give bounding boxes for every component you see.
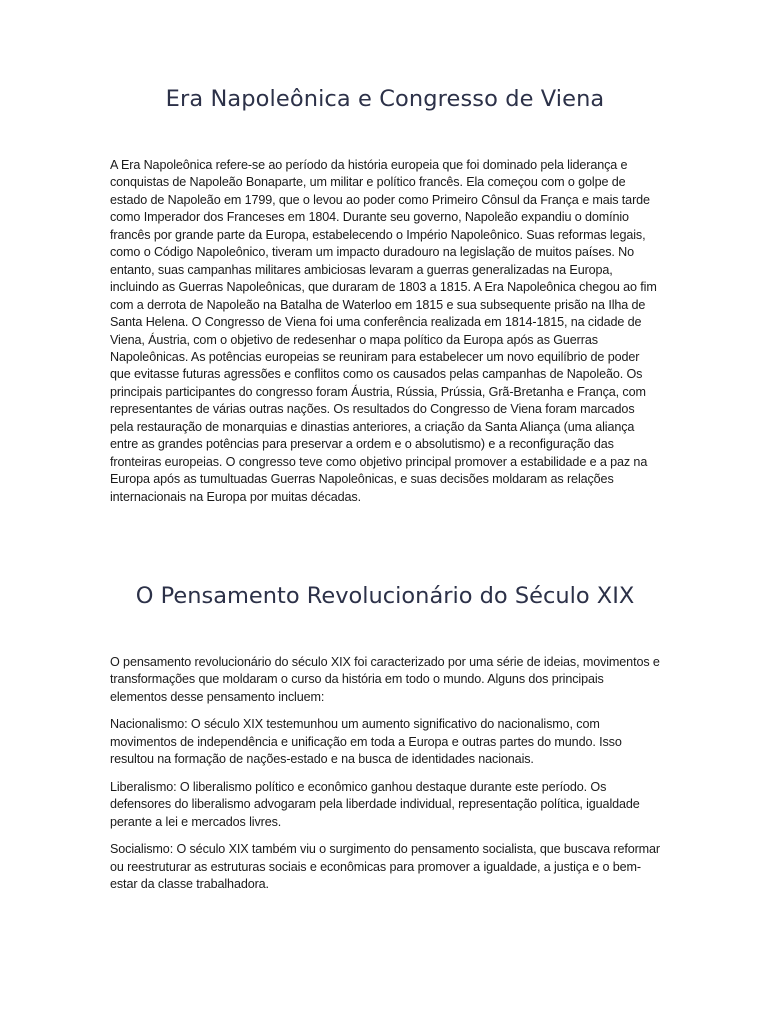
section-body-era-napoleonica — [110, 157, 660, 506]
section-body-pensamento-revolucionario — [110, 654, 660, 903]
section-title-era-napoleonica: Era Napoleônica e Congresso de Viena — [165, 86, 605, 112]
paragraph-socialismo: Socialismo: O século XIX também viu o surgimento do pensamento socialista, que buscava reformar ou reestruturar as estruturas sociais e econômicas para promover a igualdade, a justiça e o bem-estar da classe trabalhadora. — [110, 842, 660, 891]
paragraph-liberalismo: Liberalismo: O liberalismo político e econômico ganhou destaque durante este período. Os defensores do liberalismo advogaram pela liberdade individual, representação política, igualdade perante a lei e mercados livres. — [110, 779, 640, 829]
paragraph: A Era Napoleônica refere-se ao período da história europeia que foi dominado pela liderança e conquistas de Napoleão Bonaparte, um militar e político francês. Ela começou com o golpe de estado de Napoleão em 1799, que o levou ao poder como Primeiro Cônsul da França e mais tarde como Imperador dos Franceses em 1804. Durante seu governo, Napoleão expandiu o domínio francês por grande parte da Europa, estabelecendo o Império Napoleônico. Suas reformas legais, como o Código Napoleônico, tiveram um impacto duradouro na legislação de muitos países. No entanto, suas campanhas militares ambiciosas levaram a guerras generalizadas na Europa, incluindo as Guerras Napoleônicas, que duraram de 1803 a 1815. A Era Napoleônica chegou ao fim com a derrota de Napoleão na Batalha de Waterloo em 1815 e sua subsequente prisão na Ilha de Santa Helena. O Congresso de Viena foi uma conferência realizada em 1814-1815, na cidade de Viena, Áustria, com o objetivo de redesenhar o mapa político da Europa após as Guerras Napoleônicas. As potências europeias se reuniram para estabelecer um novo equilíbrio de poder que evitasse futuras agressões e conflitos como os causados pelas campanhas de Napoleão. Os principais participantes do congresso foram Áustria, Rússia, Prússia, Grã-Bretanha e França, com representantes de várias outras nações. Os resultados do Congresso de Viena foram marcados pela restauração de monarquias e dinastias anteriores, a criação da Santa Aliança (uma aliança entre as grandes potências para preservar a ordem e o absolutismo) e a reconfiguração das fronteiras europeias. O congresso teve como objetivo principal promover a estabilidade e a paz na Europa após as tumultuadas Guerras Napoleônicas, e suas decisões moldaram as relações internacionais na Europa por muitas décadas. — [110, 158, 657, 504]
section-title-pensamento-revolucionario: O Pensamento Revolucionário do Século XIX — [135, 583, 635, 609]
paragraph-intro: O pensamento revolucionário do século XIX foi caracterizado por uma série de ideias, movimentos e transformações que moldaram o curso da história em todo o mundo. Alguns dos principais elementos desse pensamento incluem: — [110, 655, 660, 704]
paragraph-nacionalismo: Nacionalismo: O século XIX testemunhou um aumento significativo do nacionalismo, com movimentos de independência e unificação em toda a Europa e outras partes do mundo. Isso resultou na formação de nações-estado e na busca de identidades nacionais. — [110, 717, 622, 767]
